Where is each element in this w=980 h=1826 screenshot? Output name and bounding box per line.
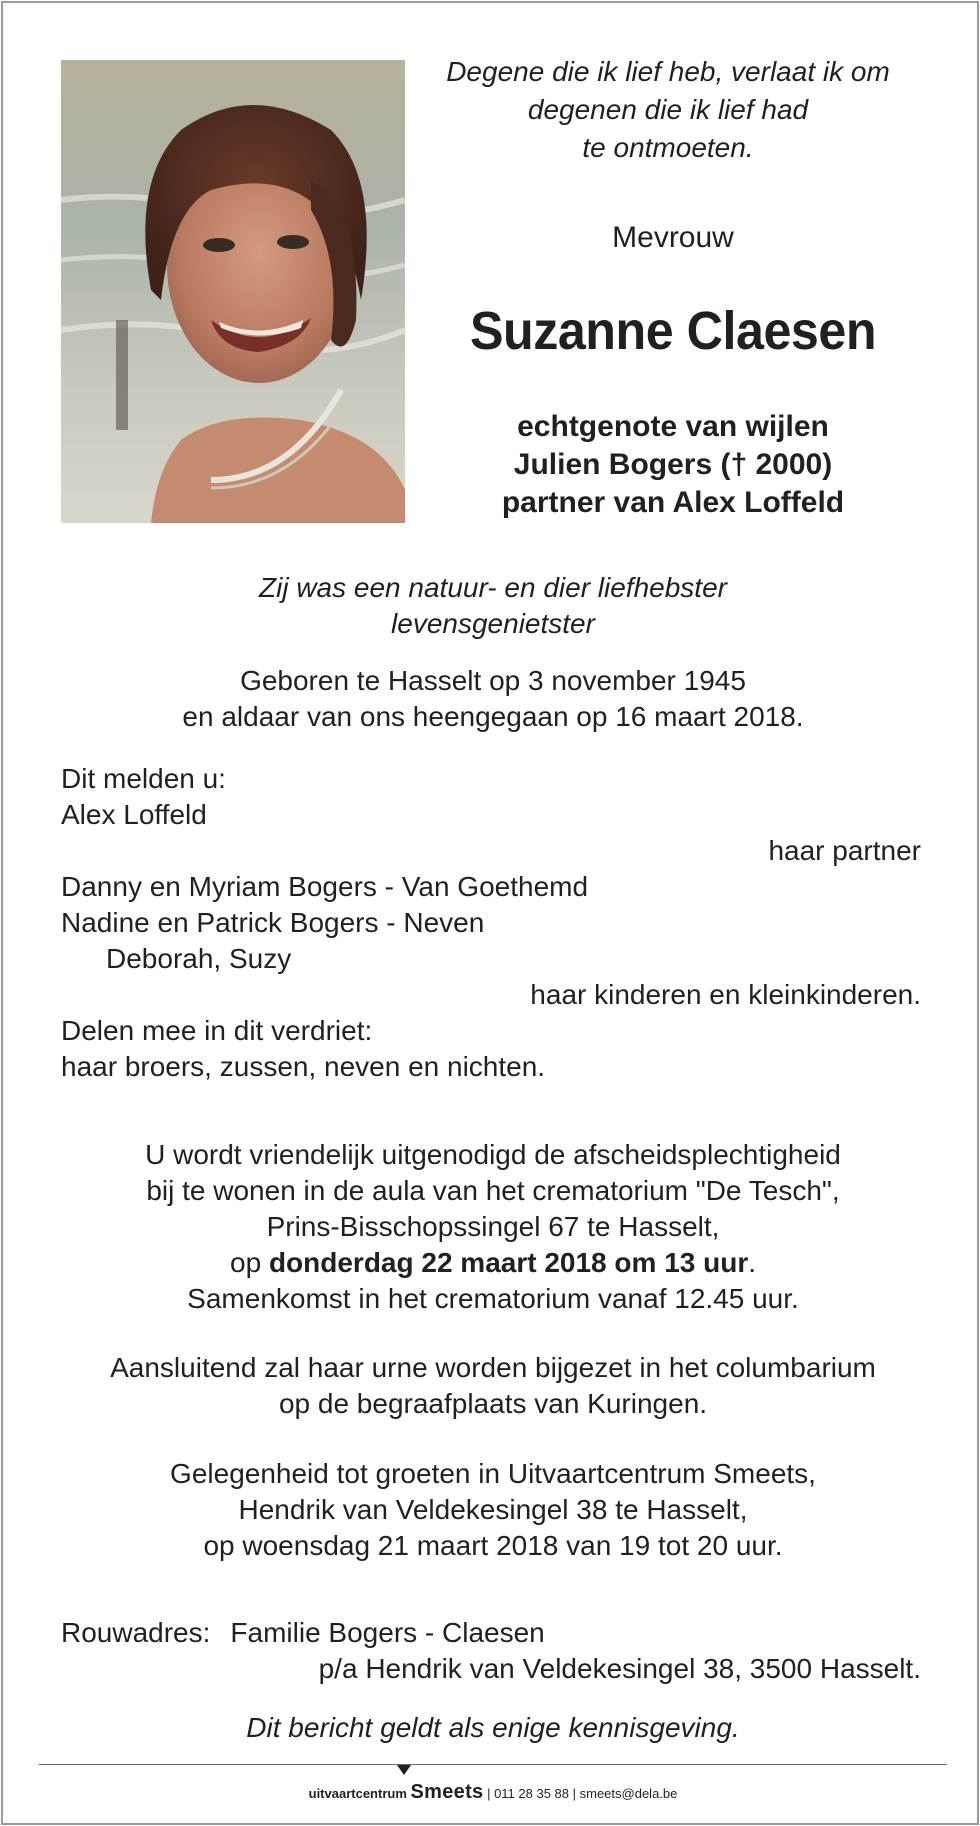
death-line: en aldaar van ons heengegaan op 16 maart 2018. [182,701,804,732]
partner-name: Alex Loffeld [61,799,207,830]
ceremony-line: bij te wonen in de aula van het crematorium "De Tesch", [146,1175,840,1206]
ceremony-invitation [33,1137,953,1317]
birth-line: Geboren te Hasselt op 3 november 1945 [240,665,746,696]
share-intro: Delen mee in dit verdriet: [61,1015,373,1046]
children-role: haar kinderen en kleinkinderen. [530,979,921,1010]
announcers-intro: Dit melden u: [61,763,226,794]
partner-role: haar partner [768,835,921,866]
address-line [61,1615,921,1651]
ceremony-date [33,1245,953,1281]
footer-brand: Smeets [410,1781,484,1803]
child-family: Nadine en Patrick Bogers - Neven [61,907,485,938]
visitation-line: op woensdag 21 maart 2018 van 19 tot 20 uur. [203,1530,783,1561]
mourning-address [61,1615,921,1687]
notice [33,1710,953,1746]
ceremony-line: U wordt vriendelijk uitgenodigd de afscheidsplechtigheid [145,1139,841,1170]
characterization-line: levensgenietster [391,608,595,639]
announcers [61,761,921,1085]
footer-divider [39,1764,947,1765]
portrait-photo [61,60,405,523]
footer-prefix: uitvaartcentrum [308,1786,407,1801]
address-street: p/a Hendrik van Veldekesingel 38, 3500 Hasselt. [318,1653,921,1684]
urn-info [33,1350,953,1422]
urn-line: op de begraafplaats van Kuringen. [278,1388,708,1419]
notice-line: Dit bericht geldt als enige kennisgeving. [246,1712,740,1743]
relation-line: partner van Alex Loffeld [501,486,845,519]
salutation: Mevrouw [612,221,734,254]
characterization [33,570,953,642]
relation-line: echtgenote van wijlen [517,410,829,443]
relation-line: Julien Bogers († 2000) [513,448,833,481]
extended-family: haar broers, zussen, neven en nichten. [61,1051,546,1082]
funeral-home-footer [39,1781,947,1804]
opening-quote [408,53,928,167]
address-label: Rouwadres: [61,1617,211,1648]
grandchildren: Deborah, Suzy [106,943,292,974]
ceremony-line: Prins-Bisschopssingel 67 te Hasselt, [266,1211,720,1242]
date-suffix: . [748,1247,756,1278]
quote-line: degenen die ik lief had [527,94,809,125]
visitation-line: Hendrik van Veldekesingel 38 te Hasselt, [238,1494,748,1525]
urn-line: Aansluitend zal haar urne worden bijgezet in het columbarium [110,1352,876,1383]
deceased-name: Suzanne Claesen [469,301,877,361]
triangle-marker-icon [397,1765,411,1775]
relations [408,408,938,522]
obituary-card [1,1,979,1825]
ceremony-line: Samenkomst in het crematorium vanaf 12.45 uur. [187,1283,799,1314]
footer-email: smeets@dela.be [579,1786,678,1801]
quote-line: Degene die ik lief heb, verlaat ik om [446,56,890,87]
address-family: Familie Bogers - Claesen [230,1617,545,1648]
child-family: Danny en Myriam Bogers - Van Goethemd [61,871,589,902]
footer-phone: | 011 28 35 88 | [487,1786,576,1801]
characterization-line: Zij was een natuur- en dier liefhebster [259,572,727,603]
date-prefix: op [230,1247,269,1278]
date-bold: donderdag 22 maart 2018 om 13 uur [268,1247,749,1278]
quote-line: te ontmoeten. [582,132,754,163]
visitation-line: Gelegenheid tot groeten in Uitvaartcentrum Smeets, [170,1458,816,1489]
birth-death [33,663,953,735]
visitation-info [33,1456,953,1564]
